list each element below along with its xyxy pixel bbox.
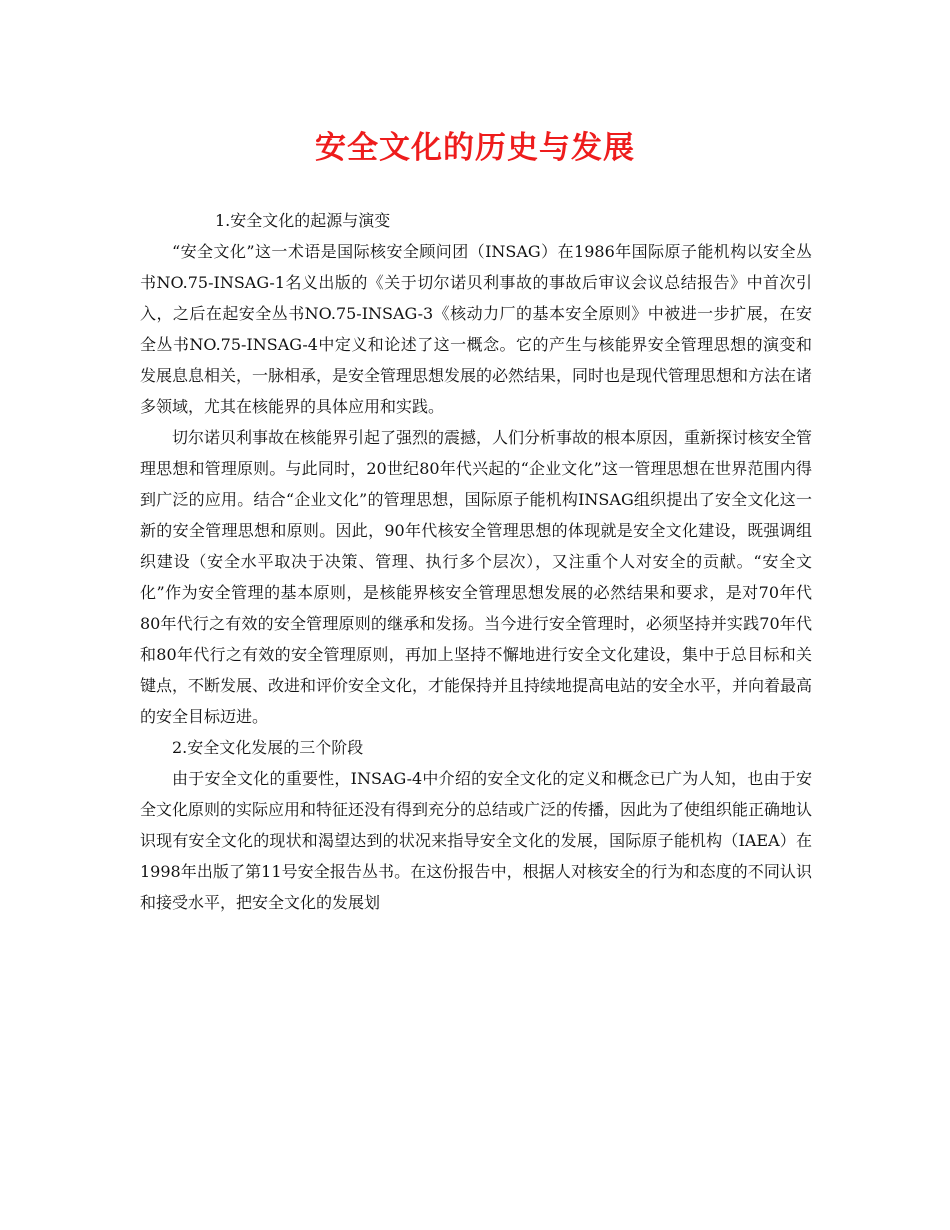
section-heading-stages: 2.安全文化发展的三个阶段 xyxy=(172,738,364,757)
document-title: 安全文化的历史与发展 xyxy=(315,130,635,166)
paragraph-chernobyl: 切尔诺贝利事故在核能界引起了强烈的震撼，人们分析事故的根本原因，重新探讨核安全管理思想和管理原则。与此同时，20世纪80年代兴起的“企业文化”这一管理思想在世界范围内得到广泛的应用。结合“企业文化”的管理思想，国际原子能机构INSAG组织提出了安全文化这一新的安全管理思想和原则。因此，90年代核安全管理思想的体现就是安全文化建设，既强调组织建设（安全水平取决于决策、管理、执行多个层次），又注重个人对安全的贡献。“安全文化”作为安全管理的基本原则，是核能界核安全管理思想发展的必然结果和要求，是对70年代80年代行之有效的安全管理原则的继承和发扬。当今进行安全管理时，必须坚持并实践70年代和80年代行之有效的安全管理原则，再加上坚持不懈地进行安全文化建设，集中于总目标和关键点，不断发展、改进和评价安全文化，才能保持并且持续地提高电站的安全水平，并向着最高的安全目标迈进。 xyxy=(140,428,813,726)
document-body xyxy=(140,205,812,918)
section-heading-origin: 1.安全文化的起源与演变 xyxy=(215,211,391,230)
paragraph-term-origin: “安全文化”这一术语是国际核安全顾问团（INSAG）在1986年国际原子能机构以安全丛书NO.75-INSAG-1名义出版的《关于切尔诺贝利事故的事故后审议会议总结报告》中首次引入，之后在起安全丛书NO.75-INSAG-3《核动力厂的基本安全原则》中被进一步扩展，在安全丛书NO.75-INSAG-4中定义和论述了这一概念。它的产生与核能界安全管理思想的演变和发展息息相关，一脉相承，是安全管理思想发展的必然结果，同时也是现代管理思想和方法在诸多领域，尤其在核能界的具体应用和实践。 xyxy=(140,242,813,416)
paragraph-stages-intro: 由于安全文化的重要性，INSAG-4中介绍的安全文化的定义和概念已广为人知，也由于安全文化原则的实际应用和特征还没有得到充分的总结或广泛的传播，因此为了使组织能正确地认识现有安全文化的现状和渴望达到的状况来指导安全文化的发展，国际原子能机构（IAEA）在1998年出版了第11号安全报告丛书。在这份报告中，根据人对核安全的行为和态度的不同认识和接受水平，把安全文化的发展划 xyxy=(140,769,813,912)
